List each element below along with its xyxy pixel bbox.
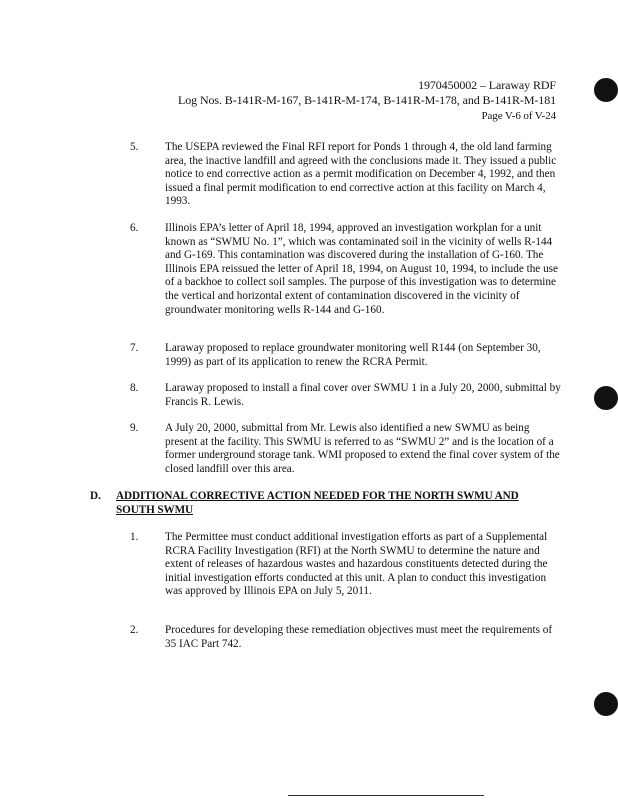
page-header xyxy=(178,78,556,124)
item-text: Laraway proposed to replace groundwater monitoring well R144 (on September 30, 1999) as part of its application to renew the RCRA Permit. xyxy=(165,342,541,368)
punch-hole-mark xyxy=(594,692,618,716)
item-number: 8. xyxy=(130,382,139,394)
page-number: Page V-6 of V-24 xyxy=(481,110,556,122)
document-id: 1970450002 – Laraway RDF xyxy=(418,78,556,92)
item-text: Procedures for developing these remediation objectives must meet the requirements of 35 IAC Part 742. xyxy=(165,624,553,650)
item-text: Illinois EPA’s letter of April 18, 1994, approved an investigation workplan for a unit known as “SWMU No. 1”, which was contaminated soil in the vicinity of wells R-144 and G-169. This contamination was discovered during the installation of G-160. The Illinois EPA reissued the letter of April 18, 1994, on August 10, 1994, to include the use of a backhoe to collect soil samples. The purpose of this investigation was to determine the vertical and horizontal extent of contamination discovered in the vicinity of groundwater monitoring wells R-144 and G-160. xyxy=(165,222,558,316)
item-text: Laraway proposed to install a final cover over SWMU 1 in a July 20, 2000, submittal by Francis R. Lewis. xyxy=(165,382,561,408)
item-text: The Permittee must conduct additional investigation efforts as part of a Supplemental RCRA Facility Investigation (RFI) at the North SWMU to determine the nature and extent of releases of hazardous wastes and hazardous constituents detected during the initial investigation efforts conducted at this unit. A plan to conduct this investigation was approved by Illinois EPA on July 5, 2011. xyxy=(165,531,548,598)
footer-rule xyxy=(288,795,484,796)
item-text: The USEPA reviewed the Final RFI report for Ponds 1 through 4, the old land farming area, the inactive landfill and agreed with the conclusions made it. They issued a public notice to end corrective action as a permit modification on December 4, 1992, and then issued a final permit modification to end corrective action at this facility on March 4, 1993. xyxy=(165,141,557,208)
item-number: 5. xyxy=(130,141,139,153)
item-number: 7. xyxy=(130,342,139,354)
item-number: 2. xyxy=(130,624,139,636)
section-title: ADDITIONAL CORRECTIVE ACTION NEEDED FOR THE NORTH SWMU AND SOUTH SWMU xyxy=(116,490,519,516)
item-number: 9. xyxy=(130,422,139,434)
punch-hole-mark xyxy=(594,386,618,410)
punch-hole-mark xyxy=(594,78,618,102)
item-text: A July 20, 2000, submittal from Mr. Lewis also identified a new SWMU as being present at the facility. This SWMU is referred to as “SWMU 2” and is the location of a former underground storage tank. WMI proposed to extend the final cover system of the closed landfill over this area. xyxy=(165,422,560,475)
section-letter: D. xyxy=(90,490,101,502)
item-number: 1. xyxy=(130,531,139,543)
item-number: 6. xyxy=(130,222,139,234)
log-numbers: Log Nos. B-141R-M-167, B-141R-M-174, B-141R-M-178, and B-141R-M-181 xyxy=(178,93,556,107)
